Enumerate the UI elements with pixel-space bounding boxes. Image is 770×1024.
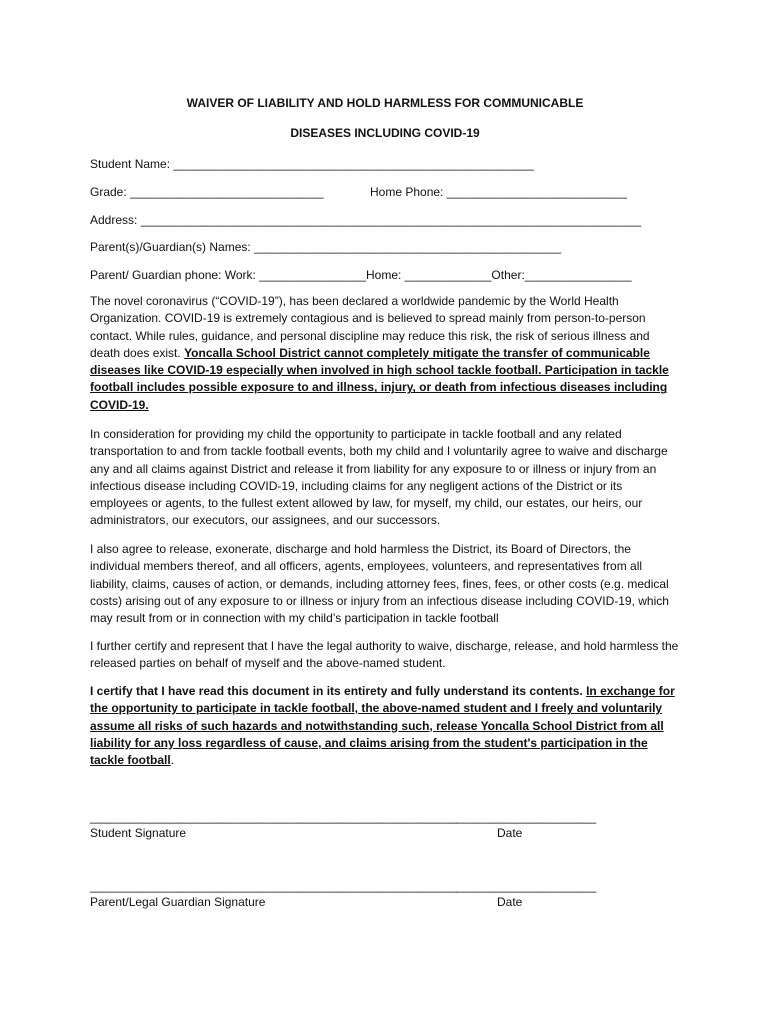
address-field[interactable]: Address: ___________________________________________________________________________ <box>90 213 642 227</box>
student-signature-line[interactable]: _______________________________________________________ <box>90 810 458 824</box>
grade-field[interactable]: Grade: _____________________________ <box>90 185 324 199</box>
waiver-consideration-paragraph: In consideration for providing my child the opportunity to participate in tackle football and any related transportation to and from tackle football events, both my child and I voluntarily agree to waive and discharge any and all claims against District and release it from liability for any exposure to or illness or injury from an infectious disease including COVID-19, including claims for any negligent actions of the District or its employees or agents, to the fullest extent allowed by law, for myself, my child, our estates, our heirs, our administrators, our executors, our assignees, and our successors. <box>90 427 668 528</box>
covid-risk-text: The novel coronavirus (“COVID-19”), has been declared a worldwide pandemic by the World Health Organization. COVID-19 is extremely contagious and is believed to spread mainly from person-to-person contact. While rules, guidance, and personal discipline may reduce this risk, the risk of serious illness and death does exist. <box>90 294 650 360</box>
release-paragraph: I also agree to release, exonerate, discharge and hold harmless the District, its Board of Directors, the individual members thereof, and all officers, agents, employees, volunteers, and representatives from all liability, claims, causes of action, or demands, including attorney fees, fines, fees, or other costs (e.g. medical costs) arising out of any exposure to or illness or injury from an infectious disease including COVID-19, which may result from or in connection with my child’s participation in tackle football <box>90 542 669 626</box>
guardian-phone-field[interactable]: Parent/ Guardian phone: Work: ________________Home: _____________Other:________________ <box>90 268 632 282</box>
document-title-line1: WAIVER OF LIABILITY AND HOLD HARMLESS FOR COMMUNICABLE <box>186 96 584 110</box>
guardian-date-line[interactable]: _____________________ <box>456 879 597 893</box>
certification-paragraph <box>90 683 682 769</box>
student-name-field[interactable]: Student Name: ______________________________________________________ <box>90 157 534 171</box>
covid-risk-paragraph <box>90 293 682 414</box>
guardian-signature-line[interactable]: _______________________________________________________ <box>90 879 458 893</box>
home-phone-field[interactable]: Home Phone: ___________________________ <box>370 185 627 199</box>
certification-end: . <box>170 753 175 768</box>
district-mitigation-statement: Yoncalla School District cannot completely mitigate the transfer of communicable diseases like COVID-19 especially when involved in high school tackle football. Participation in tackle football includes possible exposure to and illness, injury, or death from infectious diseases including COVID-19. <box>90 345 669 412</box>
risk-assumption-statement: In exchange for the opportunity to participate in tackle football, the above-named student and I freely and voluntarily assume all risks of such hazards and notwithstanding such, release Yoncalla School District from all liability for any loss regardless of cause, and claims arising from the student's participation in the tackle football <box>90 684 675 768</box>
guardian-signature-label: Parent/Legal Guardian Signature <box>90 895 266 909</box>
authority-paragraph: I further certify and represent that I have the legal authority to waive, discharge, release, and hold harmless the released parties on behalf of myself and the above-named student. <box>90 639 679 671</box>
guardian-date-label: Date <box>497 895 523 909</box>
guardian-names-field[interactable]: Parent(s)/Guardian(s) Names: ______________________________________________ <box>90 240 562 254</box>
document-title-line2: DISEASES INCLUDING COVID-19 <box>290 126 480 140</box>
student-signature-label: Student Signature <box>90 826 187 840</box>
student-date-label: Date <box>497 826 523 840</box>
student-date-line[interactable]: _____________________ <box>456 810 597 824</box>
certification-statement: I certify that I have read this document in its entirety and fully understand its contents. <box>90 684 587 698</box>
